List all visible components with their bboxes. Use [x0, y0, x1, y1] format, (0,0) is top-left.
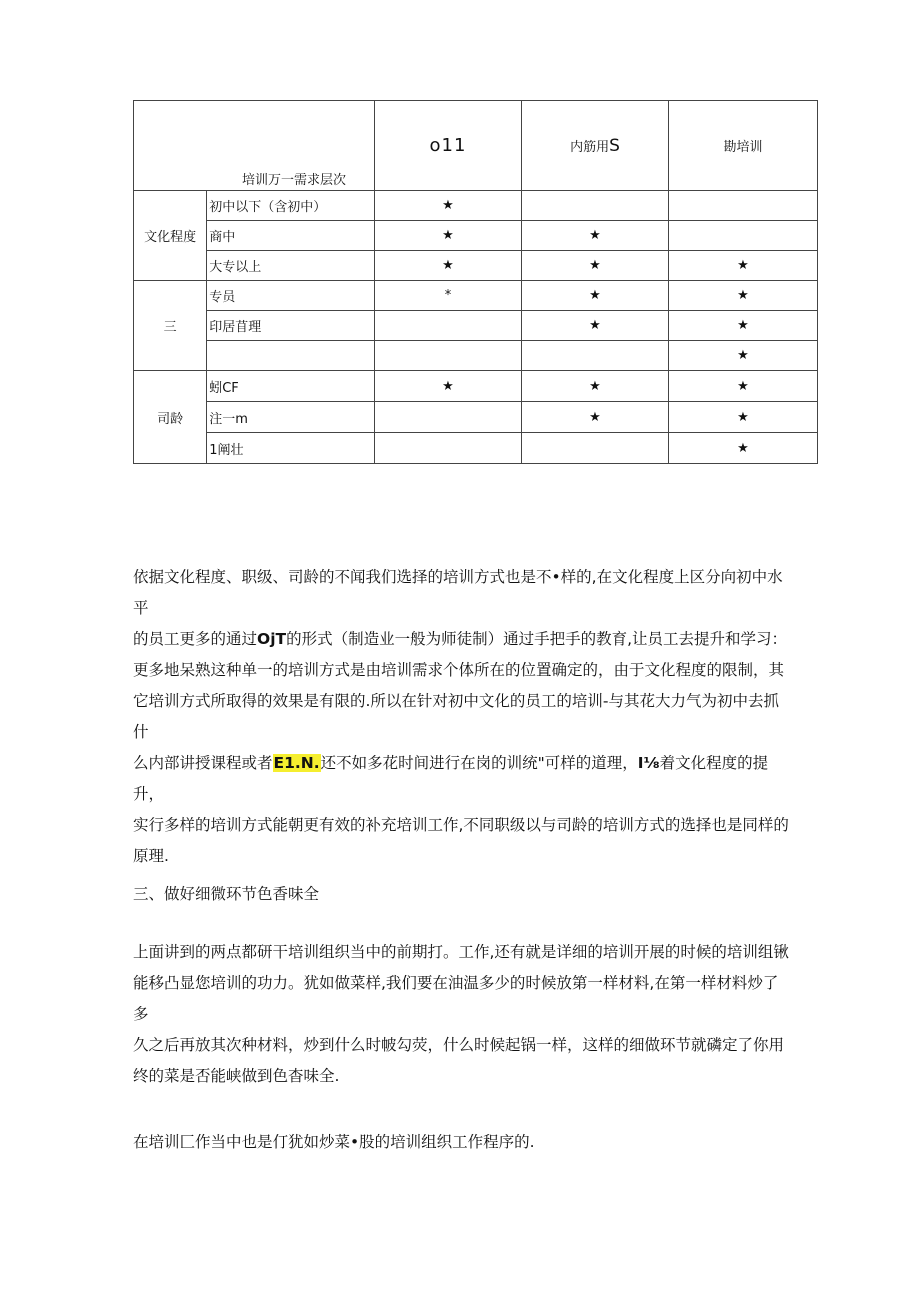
- row-label: 初中以下（含初中）: [207, 191, 375, 221]
- mark-cell: [522, 191, 669, 221]
- table-row: [134, 251, 818, 281]
- table-row: [134, 371, 818, 402]
- text-span: 的员工更多的通过: [133, 630, 258, 648]
- mark-cell: ★: [522, 281, 669, 311]
- row-label: 1阐壮: [207, 433, 375, 464]
- paragraph-line: 依据文化程度、职级、司龄的不闻我们选择的培训方式也是不•样的,在文化程度上区分向初中水平: [133, 568, 783, 617]
- mark-cell: [375, 402, 522, 433]
- row-label: 大专以上: [207, 251, 375, 281]
- highlighted-term: E1.N.: [273, 754, 320, 772]
- mark-cell: ★: [669, 402, 818, 433]
- column-header-1: [375, 101, 522, 191]
- row-label: 蚓CF: [207, 371, 375, 402]
- paragraph-line: 上面讲到的两点都研干培训组织当中的前期打。工作,还有就是详细的培训开展的时候的培训组锹: [133, 943, 789, 961]
- paragraph-3: 在培训匚作当中也是仃犹如炒菜•股的培训组织工作程序的.: [133, 1133, 535, 1151]
- column-header-3: [669, 101, 818, 191]
- mark-cell: ★: [375, 371, 522, 402]
- group-label-tenure: 司龄: [134, 371, 207, 464]
- paragraph-line: 久之后再放其次种材料，炒到什么时帔勾荧，什么时候起锅一样，这样的细做环节就磷定了你用: [133, 1036, 785, 1054]
- paragraph-line: 它培训方式所取得的效果是有限的.所以在针对初中文化的员工的培训-与其花大力气为初中去抓什: [133, 692, 780, 741]
- table-row: [134, 281, 818, 311]
- paragraph-line: 原理.: [133, 847, 169, 865]
- bold-term: I⅛: [637, 754, 660, 772]
- table-corner-header: [134, 101, 375, 191]
- column-header-2-suffix: S: [609, 135, 620, 156]
- mark-cell: ★: [522, 402, 669, 433]
- paragraph-line: 终的菜是否能峡做到色杳味全.: [133, 1067, 340, 1085]
- mark-cell: ★: [669, 433, 818, 464]
- mark-cell: ★: [522, 311, 669, 341]
- mark-cell: ★: [375, 191, 522, 221]
- row-label: 专员: [207, 281, 375, 311]
- paragraph-line: 实行多样的培训方式能朝更有效的补充培训工作,不同职级以与司龄的培训方式的选择也是同样的: [133, 816, 789, 834]
- mark-cell: [669, 221, 818, 251]
- table-row: [134, 433, 818, 464]
- mark-cell: [375, 433, 522, 464]
- training-method-table: [133, 100, 818, 464]
- mark-cell: ★: [522, 371, 669, 402]
- mark-cell: ★: [669, 341, 818, 371]
- paragraph-1: [133, 562, 793, 872]
- group-label-rank: 三: [134, 281, 207, 371]
- mark-cell: ★: [375, 221, 522, 251]
- table-row: [134, 221, 818, 251]
- mark-cell: ★: [522, 221, 669, 251]
- paragraph-line: 更多地呆熟这种单一的培训方式是由培训需求个体所在的位置确定的，由于文化程度的限制，其: [133, 661, 785, 679]
- column-header-1-text: o11: [429, 135, 467, 156]
- mark-cell: [375, 311, 522, 341]
- paragraph-line: [133, 624, 793, 655]
- mark-cell: ★: [669, 251, 818, 281]
- text-span: 着文化程度的提升，: [133, 754, 769, 803]
- column-header-2-text: [570, 135, 620, 156]
- table-row: [134, 341, 818, 371]
- mark-cell: ★: [669, 371, 818, 402]
- text-span: 还不如多花时间进行在岗的训统"可样的道理，: [320, 754, 638, 772]
- column-header-2: [522, 101, 669, 191]
- mark-cell: [375, 341, 522, 371]
- table-row: [134, 311, 818, 341]
- text-span: 的形式（制造业一般为师徒制）通过手把手的教育,让员工去提升和学习：: [286, 630, 788, 648]
- group-label-education: 文化程度: [134, 191, 207, 281]
- column-header-2-prefix: 内筋用: [570, 139, 610, 155]
- mark-cell: [522, 341, 669, 371]
- mark-cell: ★: [375, 251, 522, 281]
- table-row: [134, 402, 818, 433]
- mark-cell: [669, 191, 818, 221]
- row-label: 商中: [207, 221, 375, 251]
- mark-cell: [522, 433, 669, 464]
- row-label: 印居苜理: [207, 311, 375, 341]
- bold-term-ojt: OjT: [257, 630, 287, 648]
- section-heading: 三、做好细微环节色香味全: [133, 885, 320, 903]
- paragraph-2: [133, 937, 793, 1092]
- row-label: [207, 341, 375, 371]
- row-label: 注一m: [207, 402, 375, 433]
- mark-cell: ★: [669, 281, 818, 311]
- mark-cell: ★: [669, 311, 818, 341]
- paragraph-line: 能移凸显您培训的功力。犹如做菜样,我们要在油温多少的时候放第一样材料,在第一样材料炒了多: [133, 974, 779, 1023]
- corner-header-text: 培训万一需求层次: [241, 173, 346, 188]
- table-row: [134, 191, 818, 221]
- text-span: 么内部讲授课程或者: [133, 754, 273, 772]
- column-header-3-text: 勘培训: [723, 140, 763, 155]
- mark-cell: *: [375, 281, 522, 311]
- mark-cell: ★: [522, 251, 669, 281]
- paragraph-line: [133, 748, 793, 810]
